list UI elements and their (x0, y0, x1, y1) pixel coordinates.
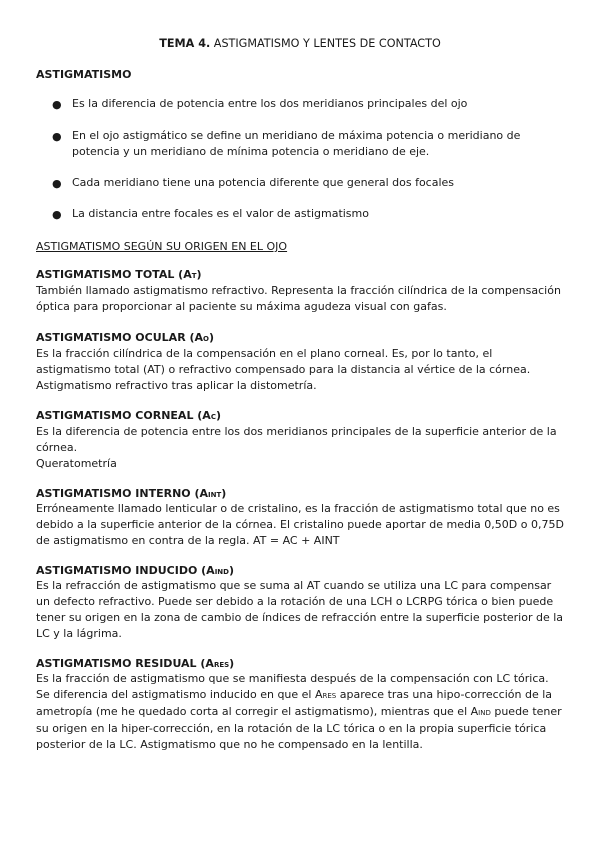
bullet-dot: ● (52, 130, 62, 143)
heading-ocular: ASTIGMATISMO OCULAR (AO) (36, 331, 215, 344)
bullet-item: La distancia entre focales es el valor de astigmatismo (72, 207, 369, 220)
bullet-dot: ● (52, 208, 62, 221)
heading-interno: ASTIGMATISMO INTERNO (AINT) (36, 487, 227, 500)
paragraph-total: También llamado astigmatismo refractivo. Representa la fracción cilíndrica de la compensación óptica para proporcionar al paciente su máxima agudeza visual con gafas. (36, 284, 561, 313)
heading-inducido: ASTIGMATISMO INDUCIDO (AIND) (36, 564, 235, 577)
bullet-item: En el ojo astigmático se define un meridiano de máxima potencia o meridiano de potencia y un meridiano de mínima potencia o meridiano de eje. (72, 129, 521, 158)
bullet-item: Cada meridiano tiene una potencia diferente que general dos focales (72, 176, 455, 189)
paragraph-residual: Es la fracción de astigmatismo que se manifiesta después de la compensación con LC tórica. Se diferencia del astigmatismo inducido en que el ARES aparece tras una hipo-corrección de la ametropía (me he quedado corta al corregir el astigmatismo), mientras que el AIND puede tener su origen en la hiper-corrección, en la rotación de la LC tórica o en la propia superficie tórica posterior de la LC. Astigmatismo que no he compensado en la lentilla. (36, 672, 562, 751)
heading-total: ASTIGMATISMO TOTAL (AT) (36, 268, 202, 281)
paragraph-inducido: Es la refracción de astigmatismo que se suma al AT cuando se utiliza una LC para compensar un defecto refractivo. Puede ser debido a la rotación de una LCH o LCRPG tórica o bien puede tener su origen en la zona de cambio de índices de refracción entre la superficie posterior de la LC y la lágrima. (36, 579, 564, 640)
paragraph-ocular: Es la fracción cilíndrica de la compensación en el plano corneal. Es, por lo tanto, el astigmatismo total (AT) o refractivo compensado para la distancia al vértice de la córnea. Astigmatismo refractivo tras aplicar la distometría. (36, 347, 531, 392)
heading-residual: ASTIGMATISMO RESIDUAL (ARES) (36, 657, 235, 670)
heading-corneal: ASTIGMATISMO CORNEAL (AC) (36, 409, 221, 422)
section-title-origen: ASTIGMATISMO SEGÚN SU ORIGEN EN EL OJO (36, 240, 288, 253)
bullet-item: Es la diferencia de potencia entre los dos meridianos principales del ojo (72, 97, 468, 110)
title-text: ASTIGMATISMO Y LENTES DE CONTACTO (210, 37, 441, 50)
paragraph-corneal: Es la diferencia de potencia entre los dos meridianos principales de la superficie anterior de la córnea. Queratometría (36, 425, 557, 470)
title-number: TEMA 4. (159, 37, 211, 50)
heading-astigmatismo: ASTIGMATISMO (36, 68, 132, 81)
bullet-dot: ● (52, 177, 62, 190)
paragraph-interno: Erróneamente llamado lenticular o de cristalino, es la fracción de astigmatismo total que no es debido a la superficie anterior de la córnea. El cristalino puede aportar de media 0,50D o 0,75D de astigmatismo en contra de la regla. AT = AC + AINT (36, 502, 564, 547)
bullet-dot: ● (52, 98, 62, 111)
document-title (0, 37, 600, 50)
